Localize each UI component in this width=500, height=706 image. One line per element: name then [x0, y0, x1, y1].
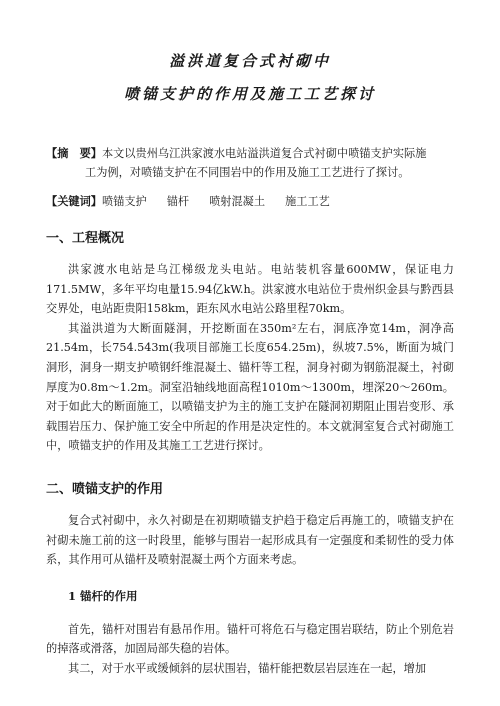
- abstract-label: 【摘 要】: [46, 146, 102, 160]
- keyword-item: 喷锚支护: [101, 195, 147, 208]
- subsection-paragraph-1: 首先，锚杆对围岩有悬吊作用。锚杆可将危石与稳定围岩联结，防止个别危岩的掉落或滑落，加固局部失稳的岩体。: [46, 622, 454, 656]
- abstract-text-line-1: 本文以贵州乌江洪家渡水电站溢洪道复合式衬砌中喷锚支护实际施: [101, 147, 427, 160]
- keyword-item: 锚杆: [166, 195, 190, 208]
- section-heading-1: 一、工程概况: [46, 231, 125, 246]
- abstract: [46, 144, 454, 182]
- section-1-paragraph-1: 洪家渡水电站是乌江梯级龙头电站。电站装机容量600MW，保证电力171.5MW，多年平均电量15.94亿kW.h。洪家渡水电站位于贵州织金县与黔西县交界处，电站距贵阳158km，距东风水电站公路里程70km。: [46, 263, 454, 316]
- title-line-1: 溢洪道复合式衬砌中: [168, 52, 331, 70]
- keyword-item: 施工工艺: [285, 195, 330, 208]
- title-line-2: 喷锚支护的作用及施工工艺探讨: [123, 85, 376, 103]
- subsection-paragraph-2: 其二，对于水平或缓倾斜的层状围岩，锚杆能把数层岩层连在一起，增加: [68, 661, 427, 675]
- section-heading-2: 二、喷锚支护的作用: [46, 481, 164, 497]
- abstract-text-line-2: 工为例，对喷锚支护在不同围岩中的作用及施工工艺进行了探讨。: [85, 166, 410, 179]
- section-1-paragraph-2: 其溢洪道为大断面隧洞，开挖断面在350m²左右，洞底净宽14m，洞净高21.54m，长754.543m(我项目部施工长度654.25m)，纵坡7.5%，断面为城门洞形，洞身一期支护喷钢纤维混凝土、锚杆等工程，洞身衬砌为钢筋混凝土，衬砌厚度为0.8m～1.2m。洞室沿轴线地面高程1010m～1300m，埋深20～260m。对于如此大的断面施工，以喷锚支护为主的施工支护在隧洞初期阻止围岩变形、承载围岩压力、保护施工安全中所起的作用是决定性的。本文就洞室复合式衬砌施工中，喷锚支护的作用及其施工工艺进行探讨。: [46, 321, 454, 453]
- keywords: [46, 192, 454, 211]
- keywords-label: 【关键词】: [46, 194, 102, 208]
- keyword-item: 喷射混凝土: [209, 195, 266, 208]
- section-2-paragraph: 复合式衬砌中，永久衬砌是在初期喷锚支护趋于稳定后再施工的，喷锚支护在衬砌未施工前的这一时段里，能够与围岩一起形成具有一定强度和柔韧性的受力体系，其作用可从锚杆及喷射混凝土两个方面来考虑。: [46, 513, 454, 567]
- subsection-heading: 1 锚杆的作用: [68, 588, 138, 603]
